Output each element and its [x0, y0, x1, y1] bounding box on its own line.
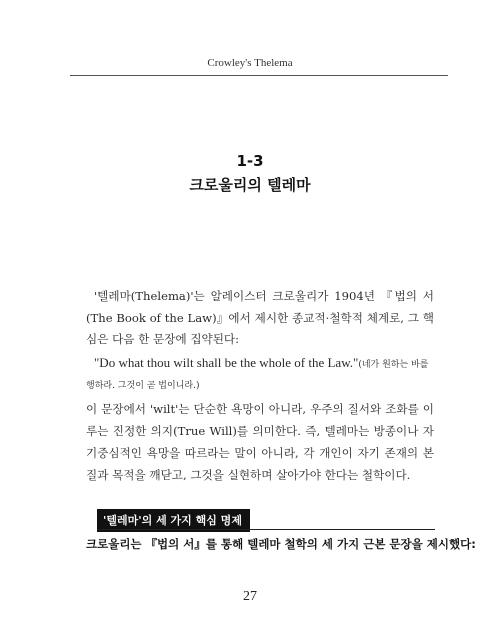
- section-divider: [97, 529, 435, 530]
- running-header: Crowley's Thelema: [207, 57, 293, 69]
- quote-text: "Do what thou wilt shall be the whole of the Law.": [94, 355, 359, 370]
- section-lead: 크로울리는 『법의 서』를 통해 텔레마 철학의 세 가지 근본 문장을 제시했다:: [86, 537, 476, 551]
- section-label: '텔레마'의 세 가지 핵심 명제: [97, 509, 250, 532]
- paragraph-quote: [86, 353, 434, 396]
- chapter-title: 크로울리의 텔레마: [189, 176, 311, 194]
- header-divider: [70, 75, 448, 76]
- quote-translation: (네가 원하는 바를 행하라. 그것이 곧 법이니라.): [86, 360, 429, 391]
- chapter-number: 1-3: [236, 152, 264, 170]
- paragraph-true-will: 이 문장에서 'wilt'는 단순한 욕망이 아니라, 우주의 질서와 조화를 이루는 진정한 의지(True Will)를 의미한다. 즉, 텔레마는 방종이나 자기중심적인 욕망을 따르라는 말이 아니라, 각 개인이 자기 존재의 본질과 목적을 깨닫고, 그것을 실현하며 살아가야 한다는 철학이다.: [86, 402, 434, 482]
- paragraph-intro: '텔레마(Thelema)'는 알레이스터 크로울리가 1904년 『법의 서(The Book of the Law)』에서 제시한 종교적·철학적 체계로, 그 핵심은 다음 한 문장에 집약된다:: [86, 289, 434, 346]
- page-number: 27: [243, 589, 257, 604]
